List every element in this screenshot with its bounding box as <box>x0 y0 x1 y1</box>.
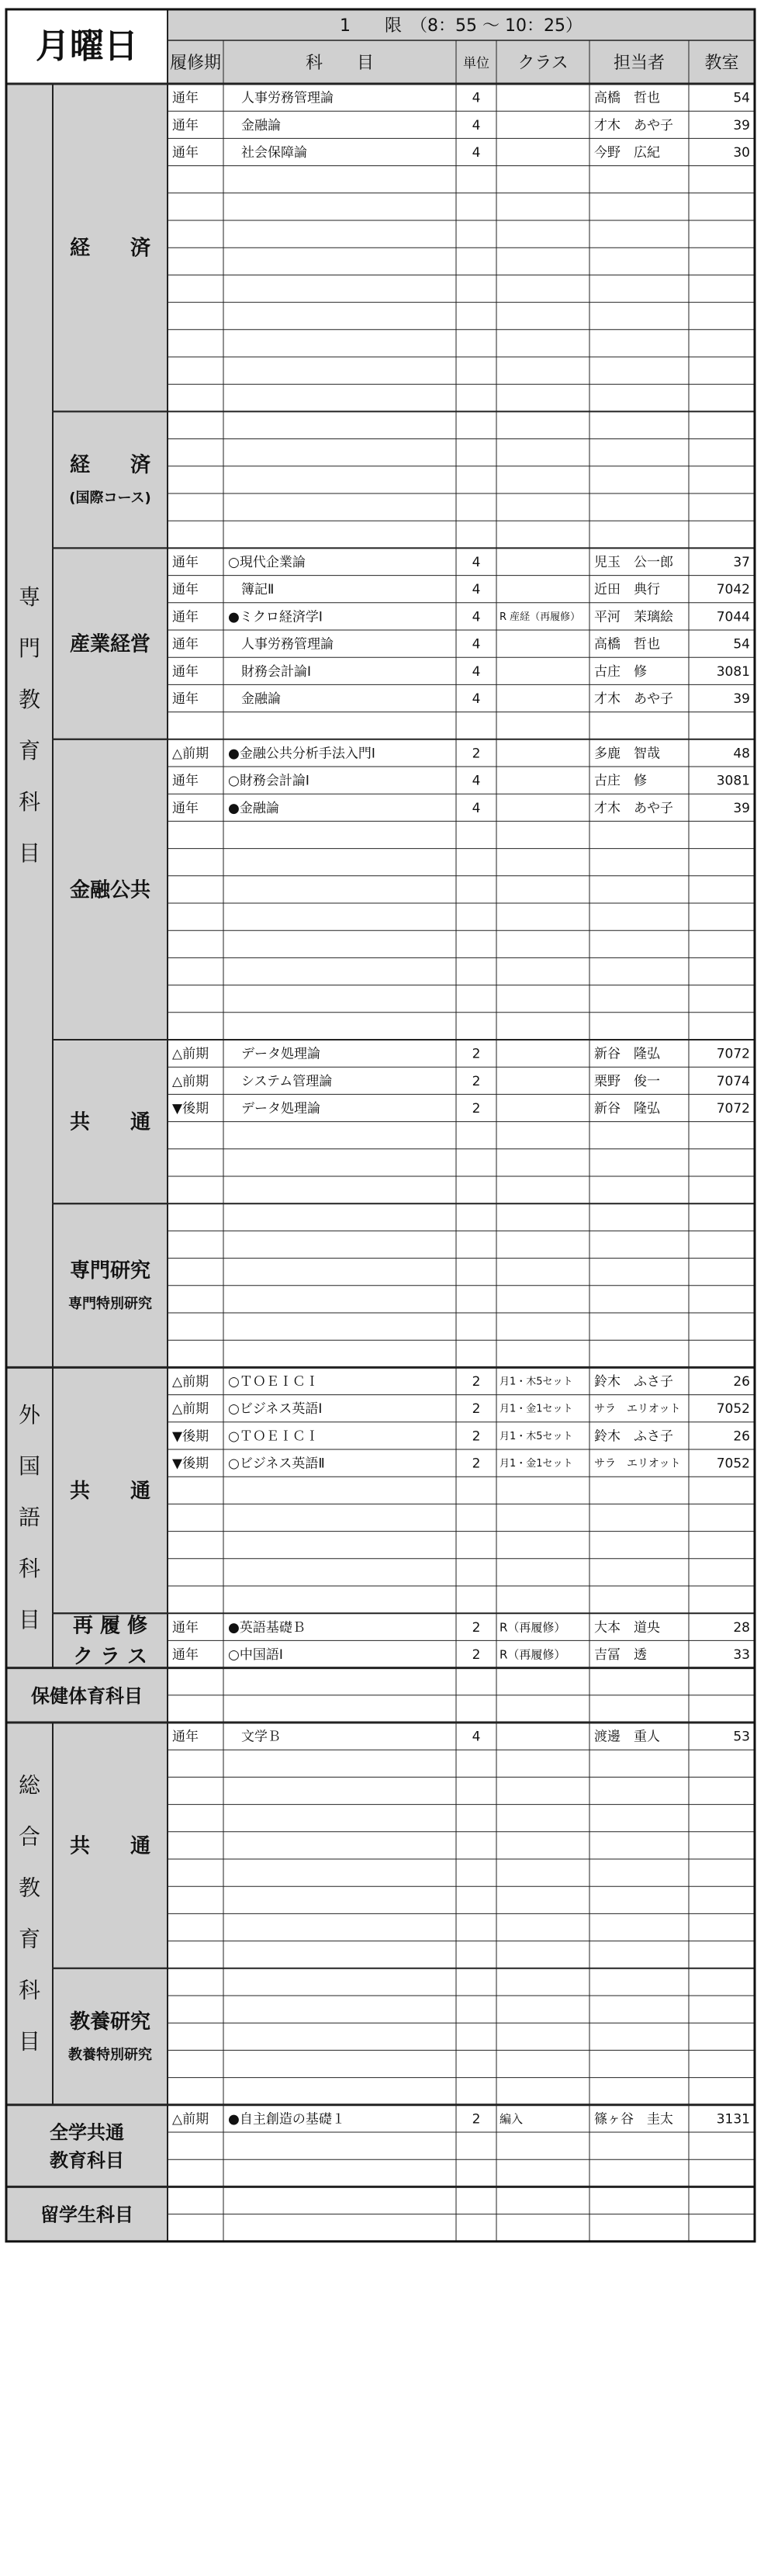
col-teacher-header: 担当者 <box>613 54 665 73</box>
section-label: 教養研究教養特別研究 <box>68 2010 152 2063</box>
teacher-cell: 平河 茉璃絵 <box>594 609 673 625</box>
subject-cell: ○ＴＯＥＩＣＩ <box>228 1428 319 1445</box>
section-label: 共 通 <box>69 1834 151 1858</box>
credits-cell: 2 <box>472 1647 481 1663</box>
term-cell: 通年 <box>172 90 199 106</box>
subject-cell: システム管理論 <box>228 1073 333 1089</box>
teacher-cell: 多鹿 智哉 <box>594 746 660 762</box>
subject-cell: 金融論 <box>228 691 281 707</box>
teacher-cell: 渡邊 重人 <box>594 1729 660 1745</box>
room-cell: 3081 <box>716 663 750 680</box>
term-cell: △前期 <box>172 2111 209 2128</box>
room-cell: 28 <box>733 1619 750 1636</box>
room-cell: 7074 <box>716 1073 750 1089</box>
credits-cell: 4 <box>472 117 481 133</box>
credits-cell: 2 <box>472 1456 481 1472</box>
subject-cell: データ処理論 <box>228 1101 320 1117</box>
teacher-cell: 古庄 修 <box>594 663 647 680</box>
credits-cell: 2 <box>472 1374 481 1390</box>
term-cell: 通年 <box>172 145 199 161</box>
room-cell: 30 <box>733 145 750 161</box>
room-cell: 3081 <box>716 773 750 789</box>
section-label: 経 済 <box>69 237 151 261</box>
category-label: 保健体育科目 <box>31 1684 143 1707</box>
room-cell: 7052 <box>716 1456 750 1472</box>
subject-cell: ○ＴＯＥＩＣＩ <box>228 1374 319 1390</box>
term-cell: △前期 <box>172 1073 209 1089</box>
subject-cell: ●自主創造の基礎１ <box>228 2111 345 2128</box>
credits-cell: 4 <box>472 636 481 653</box>
term-cell: 通年 <box>172 1619 199 1636</box>
credits-cell: 2 <box>472 2111 481 2128</box>
room-cell: 3131 <box>716 2111 750 2128</box>
col-class-header: クラス <box>517 54 569 73</box>
section-label: 共 通 <box>69 1479 151 1503</box>
term-cell: △前期 <box>172 1046 209 1062</box>
section-label: 産業経営 <box>69 632 151 656</box>
class-cell: 月1・木5セット <box>500 1430 573 1442</box>
term-cell: △前期 <box>172 746 209 762</box>
credits-cell: 4 <box>472 145 481 161</box>
subject-cell: ○中国語Ⅰ <box>228 1647 283 1663</box>
term-cell: 通年 <box>172 773 199 789</box>
term-cell: 通年 <box>172 582 199 598</box>
subject-cell: ●金融論 <box>228 800 279 816</box>
class-cell: 編入 <box>500 2111 524 2126</box>
room-cell: 33 <box>733 1647 750 1663</box>
credits-cell: 4 <box>472 1729 481 1745</box>
term-cell: 通年 <box>172 609 199 625</box>
credits-cell: 4 <box>472 90 481 106</box>
credits-cell: 4 <box>472 582 481 598</box>
credits-cell: 2 <box>472 1073 481 1089</box>
room-cell: 54 <box>733 636 750 653</box>
teacher-cell: 大本 道央 <box>594 1619 660 1636</box>
col-credits-header: 単位 <box>463 56 489 71</box>
credits-cell: 4 <box>472 663 481 680</box>
term-cell: 通年 <box>172 636 199 653</box>
category-label: 外国語科目 <box>18 1402 41 1633</box>
teacher-cell: 児玉 公一郎 <box>594 555 673 570</box>
term-cell: △前期 <box>172 1374 209 1390</box>
room-cell: 26 <box>733 1374 750 1390</box>
credits-cell: 2 <box>472 1401 481 1418</box>
term-cell: 通年 <box>172 1647 199 1663</box>
subject-cell: 文学Ｂ <box>228 1729 281 1745</box>
term-cell: ▼後期 <box>172 1456 209 1472</box>
class-cell: R 産経（再履修） <box>500 611 581 623</box>
section-label: 再 履 修ク ラ ス <box>72 1614 148 1669</box>
section-label: 共 通 <box>69 1110 151 1134</box>
subject-cell: ○現代企業論 <box>228 555 306 570</box>
room-cell: 39 <box>733 800 750 816</box>
teacher-cell: 鈴木 ふさ子 <box>594 1428 673 1445</box>
credits-cell: 2 <box>472 1428 481 1445</box>
credits-cell: 4 <box>472 691 481 707</box>
subject-cell: ○ビジネス英語Ⅰ <box>228 1401 323 1418</box>
term-cell: 通年 <box>172 1729 199 1745</box>
room-cell: 7042 <box>716 582 750 598</box>
subject-cell: 人事労務管理論 <box>228 90 334 106</box>
teacher-cell: 才木 あや子 <box>594 800 673 816</box>
room-cell: 7044 <box>716 609 750 625</box>
subject-cell: データ処理論 <box>228 1046 320 1062</box>
teacher-cell: サラ エリオット <box>594 1403 681 1416</box>
credits-cell: 4 <box>472 555 481 570</box>
credits-cell: 2 <box>472 1101 481 1117</box>
class-cell: R（再履修） <box>500 1647 566 1662</box>
subject-cell: ○財務会計論Ⅰ <box>228 773 309 789</box>
room-cell: 54 <box>733 90 750 106</box>
subject-cell: 簿記Ⅱ <box>228 582 275 598</box>
teacher-cell: 今野 広紀 <box>594 145 660 161</box>
teacher-cell: 高橋 哲也 <box>594 90 660 106</box>
category-label: 専門教育科目 <box>18 584 41 867</box>
room-cell: 39 <box>733 117 750 133</box>
credits-cell: 4 <box>472 800 481 816</box>
term-cell: ▼後期 <box>172 1428 209 1445</box>
class-cell: 月1・木5セット <box>500 1376 573 1388</box>
room-cell: 7072 <box>716 1101 750 1117</box>
subject-cell: 金融論 <box>228 117 281 133</box>
credits-cell: 4 <box>472 773 481 789</box>
room-cell: 26 <box>733 1428 750 1445</box>
col-room-header: 教室 <box>704 54 739 73</box>
class-cell: 月1・金1セット <box>500 1458 573 1470</box>
subject-cell: ●ミクロ経済学Ⅰ <box>228 609 323 625</box>
credits-cell: 4 <box>472 609 481 625</box>
teacher-cell: 栗野 俊一 <box>594 1073 660 1089</box>
term-cell: 通年 <box>172 800 199 816</box>
credits-cell: 2 <box>472 746 481 762</box>
teacher-cell: 吉冨 透 <box>594 1647 647 1663</box>
subject-cell: 社会保障論 <box>228 145 307 161</box>
class-cell: R（再履修） <box>500 1620 566 1635</box>
room-cell: 53 <box>733 1729 750 1745</box>
section-label: 金融公共 <box>69 878 151 902</box>
col-subject-header: 科 目 <box>305 54 375 73</box>
section-label: 経 済(国際コース) <box>69 453 151 507</box>
term-cell: 通年 <box>172 663 199 680</box>
term-cell: 通年 <box>172 555 199 570</box>
room-cell: 48 <box>733 746 750 762</box>
day-title: 月曜日 <box>36 26 138 66</box>
subject-cell: ●金融公共分析手法入門Ⅰ <box>228 746 375 762</box>
teacher-cell: 鈴木 ふさ子 <box>594 1374 673 1390</box>
room-cell: 37 <box>733 555 750 570</box>
teacher-cell: サラ エリオット <box>594 1457 681 1470</box>
term-cell: 通年 <box>172 117 199 133</box>
category-label: 総合教育科目 <box>18 1772 41 2055</box>
teacher-cell: 近田 典行 <box>594 582 660 598</box>
class-cell: 月1・金1セット <box>500 1403 573 1415</box>
teacher-cell: 才木 あや子 <box>594 117 673 133</box>
teacher-cell: 新谷 隆弘 <box>594 1046 660 1062</box>
period-title: 1 限 （8：55 ～ 10：25） <box>340 16 583 36</box>
term-cell: 通年 <box>172 691 199 707</box>
section-label: 専門研究専門特別研究 <box>68 1259 152 1312</box>
teacher-cell: 高橋 哲也 <box>594 636 660 653</box>
term-cell: ▼後期 <box>172 1101 209 1117</box>
col-term-header: 履修期 <box>169 54 222 73</box>
credits-cell: 2 <box>472 1046 481 1062</box>
subject-cell: ●英語基礎Ｂ <box>228 1619 306 1636</box>
room-cell: 7072 <box>716 1046 750 1062</box>
category-label: 全学共通教育科目 <box>50 2121 124 2172</box>
teacher-cell: 新谷 隆弘 <box>594 1101 660 1117</box>
teacher-cell: 才木 あや子 <box>594 691 673 707</box>
room-cell: 39 <box>733 691 750 707</box>
term-cell: △前期 <box>172 1401 209 1418</box>
subject-cell: ○ビジネス英語Ⅱ <box>228 1456 325 1472</box>
subject-cell: 人事労務管理論 <box>228 636 334 653</box>
subject-cell: 財務会計論Ⅰ <box>228 663 312 680</box>
credits-cell: 2 <box>472 1619 481 1636</box>
category-label: 留学生科目 <box>40 2204 133 2226</box>
teacher-cell: 篠ヶ谷 圭太 <box>594 2111 673 2128</box>
room-cell: 7052 <box>716 1401 750 1418</box>
teacher-cell: 古庄 修 <box>594 773 647 789</box>
